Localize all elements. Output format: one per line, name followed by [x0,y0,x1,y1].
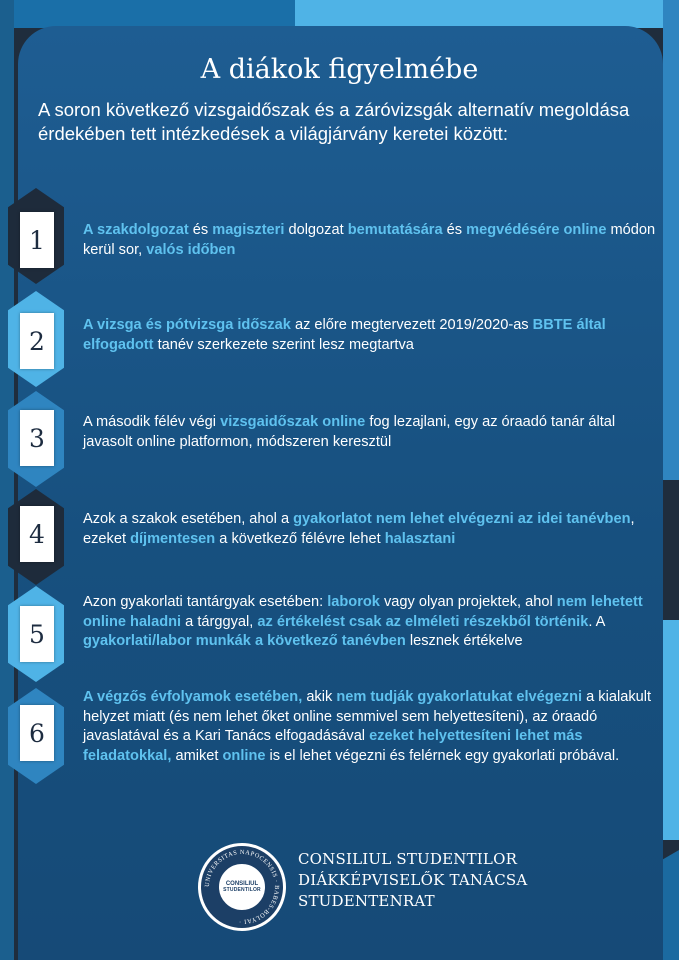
highlighted-text: A vizsga és pótvizsga időszak [83,317,291,333]
top-accent-bar-light [295,0,679,28]
seal-center [217,862,267,912]
item-text-6 [83,688,665,766]
highlighted-text: A végzős évfolyamok esetében, [83,689,303,705]
highlighted-text: online [222,747,266,764]
step-number-3: 3 [20,410,54,466]
seal-center-bottom: STUDENTILOR [223,887,261,893]
step-number-6: 6 [20,705,54,761]
council-name [298,849,527,912]
content-panel [18,26,663,960]
left-accent-stripe [0,0,14,960]
highlighted-text: gyakorlatot nem lehet elvégezni az idei tanévben [293,511,631,527]
highlighted-text: megvédésére online [466,222,607,238]
body-text: amiket [171,747,223,764]
body-text: A második félév végi [83,414,221,430]
step-number-1: 1 [20,212,54,268]
body-text: Azon gyakorlati tantárgyak esetében: [83,594,328,610]
highlighted-text: az értékelést csak az elméleti részekből történik [257,613,589,630]
highlighted-text: valós időben [146,241,236,258]
item-text-3 [83,413,665,452]
item-text-5 [83,593,665,652]
body-text: akik [302,689,337,705]
highlighted-text: nem lehetett online haladni [83,594,643,630]
body-text: . A [588,613,605,630]
highlighted-text: bemutatására [347,222,443,238]
university-seal-logo [198,843,286,931]
body-text: fog lezajlani, egy az óraadó tanár által javasolt online platformon, módszeren keresztül [83,414,616,450]
body-text: vagy olyan projektek, ahol [379,594,557,610]
body-text: a tárggyal, [181,613,258,630]
body-text: is el lehet végezni és felérnek egy gyakorlati próbával. [265,747,620,764]
body-text: lesznek értékelve [405,633,523,650]
seal-center-top: CONSILIUL [225,881,259,887]
highlighted-text: díjmentesen [130,530,216,547]
highlighted-text: magiszteri [212,222,285,238]
body-text: módon kerül sor, [83,222,656,258]
right-accent-stripe-light [663,620,679,840]
intro-text: A soron következő vizsgaidőszak és a záróvizsgák alternatív megoldása érdekében tett intézkedések a világjárvány keretei között: [38,99,630,144]
body-text: a következő félévre lehet [215,530,385,547]
highlighted-text: gyakorlati/labor munkák a következő tanévben [83,633,406,650]
step-number-5: 5 [20,606,54,662]
item-text-1 [83,221,665,260]
step-number-2: 2 [20,313,54,369]
highlighted-text: laborok [327,594,380,610]
body-text: tanév szerkezete szerint lesz megtartva [153,336,414,353]
seal-ring-label: UNIVERSITAS NAPOCENSIS · BABES-BOLYAI · [203,848,281,926]
council-name-ro: CONSILIUL STUDENTILOR [298,850,518,868]
highlighted-text: halasztani [384,530,456,547]
body-text: az előre megtervezett 2019/2020-as [290,317,533,333]
body-text: , ezeket [83,511,635,547]
highlighted-text: vizsgaidőszak online [220,414,366,430]
highlighted-text: nem tudják gyakorlatukat elvégezni [336,689,583,705]
item-text-2 [83,316,665,355]
council-name-de: STUDENTENRAT [298,892,435,910]
highlighted-text: BBTE által elfogadott [83,317,606,353]
highlighted-text: ezeket helyettesíteni lehet más feladatokkal, [83,728,583,764]
page-title: A diákok figyelmébe [200,54,479,85]
item-text-4 [83,510,665,549]
highlighted-text: A szakdolgozat [83,222,189,238]
body-text: és [188,222,213,238]
body-text: Azok a szakok esetében, ahol a [83,511,294,527]
body-text: dolgozat [284,222,348,238]
body-text: a kialakult helyzet miatt (és nem lehet őket online semmivel sem helyettesíteni), az óraadó javaslatával és a Kari Tanács elfogadásával [83,689,652,745]
body-text: és [442,222,467,238]
step-number-4: 4 [20,506,54,562]
council-name-hu: DIÁKKÉPVISELŐK TANÁCSA [298,871,528,889]
